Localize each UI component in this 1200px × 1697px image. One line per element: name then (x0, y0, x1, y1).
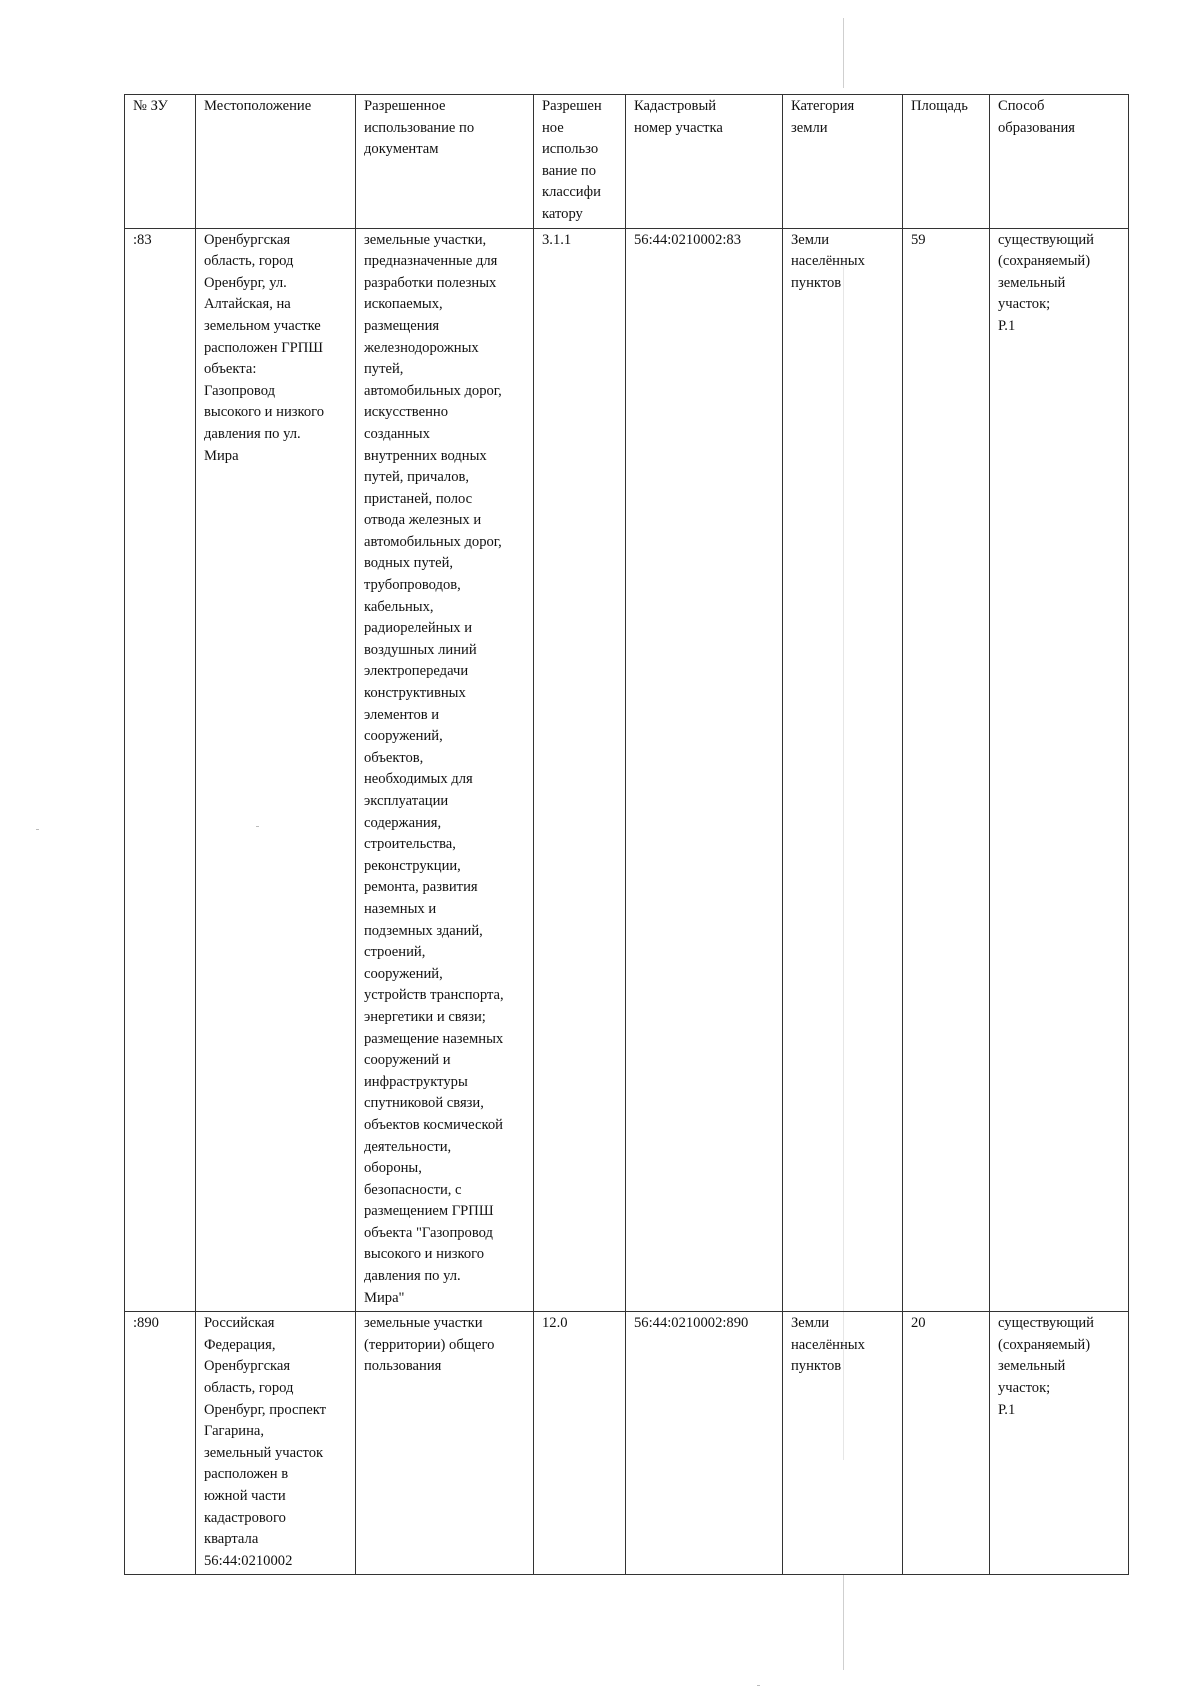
scan-speck (36, 829, 39, 830)
header-location: Местоположение (196, 95, 356, 229)
land-plots-table (124, 94, 1129, 1575)
header-permitted-use-classifier: Разрешен ное использо вание по классифи катору (534, 95, 626, 229)
plot-land-category: Земли населённых пунктов (783, 228, 903, 1312)
header-formation-method: Способ образования (990, 95, 1129, 229)
plot-permitted-use-docs: земельные участки (территории) общего пользования (356, 1312, 534, 1575)
plot-land-category: Земли населённых пунктов (783, 1312, 903, 1575)
header-permitted-use-docs: Разрешенное использование по документам (356, 95, 534, 229)
plot-number: :83 (125, 228, 196, 1312)
plot-number: :890 (125, 1312, 196, 1575)
header-land-category: Категория земли (783, 95, 903, 229)
header-plot-number: № ЗУ (125, 95, 196, 229)
table-row (125, 1312, 1129, 1575)
plot-permitted-use-docs: земельные участки, предназначенные для разработки полезных ископаемых, размещения железнодорожных путей, автомобильных дорог, искусственно созданных внутренних водных путей, причалов, пристаней, полос отвода железных и автомобильных дорог, водных путей, трубопроводов, кабельных, радиорелейных и воздушных линий электропередачи конструктивных элементов и сооружений, объектов, необходимых для эксплуатации содержания, строительства, реконструкции, ремонта, развития наземных и подземных зданий, строений, сооружений, устройств транспорта, энергетики и связи; размещение наземных сооружений и инфраструктуры спутниковой связи, объектов космической деятельности, обороны, безопасности, с размещением ГРПШ объекта "Газопровод высокого и низкого давления по ул. Мира" (356, 228, 534, 1312)
plot-formation-method: существующий (сохраняемый) земельный участок; Р.1 (990, 1312, 1129, 1575)
header-area: Площадь (903, 95, 990, 229)
scan-artifact-line (843, 18, 844, 88)
plot-location: Оренбургская область, город Оренбург, ул. Алтайская, на земельном участке расположен ГРПШ объекта: Газопровод высокого и низкого давления по ул. Мира (196, 228, 356, 1312)
plot-formation-method: существующий (сохраняемый) земельный участок; Р.1 (990, 228, 1129, 1312)
plot-location: Российская Федерация, Оренбургская область, город Оренбург, проспект Гагарина, земельный участок расположен в южной части кадастрового квартала 56:44:0210002 (196, 1312, 356, 1575)
plot-area: 20 (903, 1312, 990, 1575)
scan-speck (757, 1685, 760, 1686)
plot-cadastral-number: 56:44:0210002:890 (626, 1312, 783, 1575)
header-cadastral-number: Кадастровый номер участка (626, 95, 783, 229)
scan-artifact-line (843, 1575, 844, 1670)
table-row (125, 228, 1129, 1312)
plot-cadastral-number: 56:44:0210002:83 (626, 228, 783, 1312)
table-header-row (125, 95, 1129, 229)
plot-area: 59 (903, 228, 990, 1312)
plot-permitted-use-classifier: 12.0 (534, 1312, 626, 1575)
plot-permitted-use-classifier: 3.1.1 (534, 228, 626, 1312)
